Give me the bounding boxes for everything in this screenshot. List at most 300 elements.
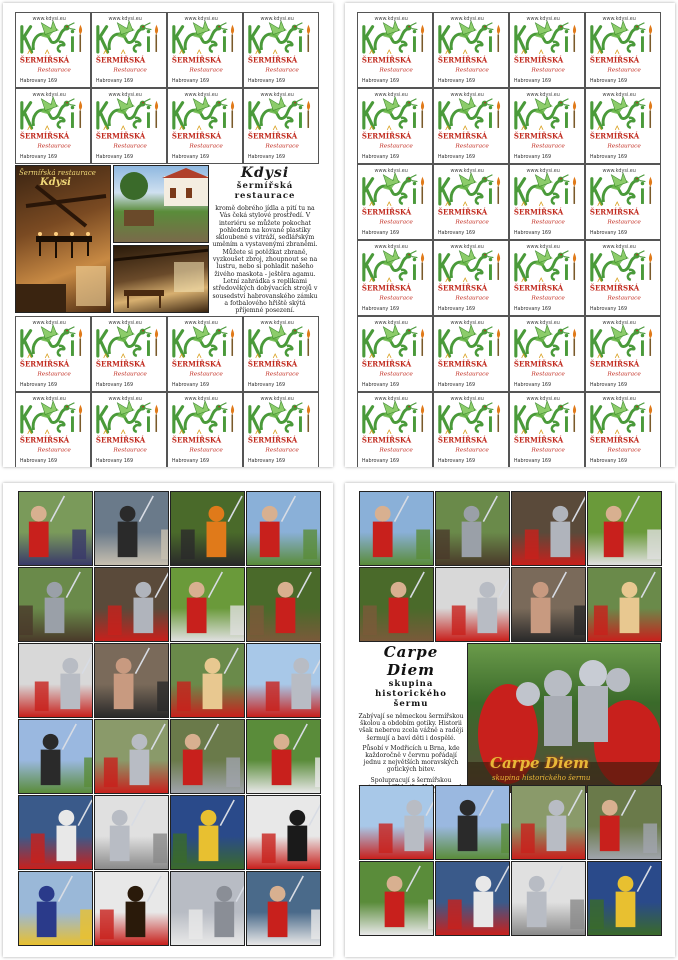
reenactment-photo-8 bbox=[18, 643, 93, 718]
knight-figure-icon bbox=[512, 786, 586, 860]
logo-line2: Restaurace bbox=[531, 447, 565, 454]
logo-line1: ŠERMÍŘSKÁ bbox=[95, 55, 146, 65]
logo-line3: Habrovany 169 bbox=[19, 154, 58, 161]
dragon-logo-icon bbox=[586, 89, 660, 163]
knight-figure-icon bbox=[436, 786, 510, 860]
logo-card-7 bbox=[585, 88, 661, 164]
knight-figure-icon bbox=[247, 644, 321, 718]
logo-url: www.kdysi.eu bbox=[184, 319, 218, 326]
reenactment-photo-12 bbox=[18, 719, 93, 794]
logo-card-3 bbox=[243, 12, 319, 88]
logo-card-2 bbox=[167, 12, 243, 88]
dragon-logo-icon bbox=[358, 165, 432, 239]
reenactment-photo-13 bbox=[511, 785, 586, 860]
knight-figure-icon bbox=[171, 796, 245, 870]
logo-line2: Restaurace bbox=[113, 371, 147, 378]
logo-card-3 bbox=[585, 12, 661, 88]
logo-card-14 bbox=[509, 240, 585, 316]
logo-line2: Restaurace bbox=[455, 219, 489, 226]
kdysi-title: Kdysi bbox=[240, 165, 290, 181]
dragon-logo-icon bbox=[244, 393, 318, 467]
logo-line3: Habrovany 169 bbox=[437, 230, 476, 237]
logo-line3: Habrovany 169 bbox=[589, 458, 628, 465]
dragon-logo-icon bbox=[168, 13, 242, 87]
dragon-logo-icon bbox=[586, 241, 660, 315]
logo-line3: Habrovany 169 bbox=[437, 78, 476, 85]
logo-line3: Habrovany 169 bbox=[361, 78, 400, 85]
reenactment-photo-11 bbox=[246, 643, 321, 718]
logo-line3: Habrovany 169 bbox=[171, 458, 210, 465]
dragon-logo-icon bbox=[510, 165, 584, 239]
logo-line1: ŠERMÍŘSKÁ bbox=[19, 55, 70, 65]
logo-line3: Habrovany 169 bbox=[19, 458, 58, 465]
knight-figure-icon bbox=[512, 492, 586, 566]
logo-line1: ŠERMÍŘSKÁ bbox=[171, 359, 222, 369]
dragon-logo-icon bbox=[434, 393, 508, 467]
logo-url: www.kdysi.eu bbox=[374, 167, 408, 174]
logo-line1: ŠERMÍŘSKÁ bbox=[589, 131, 640, 141]
reenactment-photo-5 bbox=[511, 491, 586, 566]
reenactment-photo-16 bbox=[18, 795, 93, 870]
logo-line3: Habrovany 169 bbox=[95, 458, 134, 465]
reenactment-photo-0 bbox=[18, 491, 93, 566]
reenactment-photo-19 bbox=[246, 795, 321, 870]
logo-card-15 bbox=[243, 392, 319, 467]
logo-card-12 bbox=[15, 392, 91, 467]
logo-card-19 bbox=[585, 316, 661, 392]
dragon-logo-icon bbox=[16, 393, 90, 467]
reenactment-photo-2 bbox=[170, 491, 245, 566]
logo-line1: ŠERMÍŘSKÁ bbox=[361, 207, 412, 217]
logo-line2: Restaurace bbox=[189, 67, 223, 74]
logo-card-23 bbox=[585, 392, 661, 467]
logo-line1: ŠERMÍŘSKÁ bbox=[171, 435, 222, 445]
logo-line1: ŠERMÍŘSKÁ bbox=[95, 359, 146, 369]
logo-line1: ŠERMÍŘSKÁ bbox=[437, 55, 488, 65]
dragon-logo-icon bbox=[434, 317, 508, 391]
knight-figure-icon bbox=[19, 492, 93, 566]
logo-line2: Restaurace bbox=[607, 295, 641, 302]
logo-line1: ŠERMÍŘSKÁ bbox=[513, 207, 564, 217]
knight-figure-icon bbox=[512, 862, 586, 936]
logo-line3: Habrovany 169 bbox=[513, 306, 552, 313]
knight-figure-icon bbox=[588, 568, 662, 642]
logo-line1: ŠERMÍŘSKÁ bbox=[437, 359, 488, 369]
logo-line2: Restaurace bbox=[531, 219, 565, 226]
knights-battle-photo bbox=[467, 643, 661, 793]
logo-line2: Restaurace bbox=[265, 371, 299, 378]
logo-line3: Habrovany 169 bbox=[589, 306, 628, 313]
dragon-logo-icon bbox=[586, 13, 660, 87]
garden-photo bbox=[113, 165, 209, 243]
dragon-logo-icon bbox=[16, 317, 90, 391]
reenactment-photo-4 bbox=[18, 567, 93, 642]
reenactment-photo-21 bbox=[94, 871, 169, 946]
logo-line2: Restaurace bbox=[379, 219, 413, 226]
dragon-logo-icon bbox=[586, 165, 660, 239]
logo-card-7 bbox=[243, 88, 319, 164]
logo-card-5 bbox=[433, 88, 509, 164]
logo-card-14 bbox=[167, 392, 243, 467]
carpe-paragraph3: Spolupracují s šermířskou bbox=[370, 776, 452, 784]
logo-card-0 bbox=[15, 12, 91, 88]
reenactment-photo-4 bbox=[435, 491, 510, 566]
logo-line2: Restaurace bbox=[379, 143, 413, 150]
logo-line3: Habrovany 169 bbox=[247, 78, 286, 85]
kdysi-subtitle: šermířská restaurace bbox=[234, 181, 296, 201]
logo-card-18 bbox=[509, 316, 585, 392]
reenactment-photo-15 bbox=[359, 861, 434, 936]
logo-line1: ŠERMÍŘSKÁ bbox=[513, 359, 564, 369]
logo-line2: Restaurace bbox=[607, 143, 641, 150]
reenactment-photo-22 bbox=[170, 871, 245, 946]
knight-figure-icon bbox=[171, 720, 245, 794]
logo-line3: Habrovany 169 bbox=[171, 382, 210, 389]
logo-card-12 bbox=[357, 240, 433, 316]
carpe-title: Carpe Diem bbox=[383, 643, 439, 679]
reenactment-photo-23 bbox=[246, 871, 321, 946]
logo-line3: Habrovany 169 bbox=[437, 458, 476, 465]
reenactment-photo-13 bbox=[94, 719, 169, 794]
logo-card-16 bbox=[357, 316, 433, 392]
carpe-diem-ad bbox=[357, 643, 661, 793]
reenactment-photo-12 bbox=[435, 785, 510, 860]
knight-figure-icon bbox=[247, 872, 321, 946]
knight-figure-icon bbox=[247, 568, 321, 642]
dragon-logo-icon bbox=[92, 13, 166, 87]
logo-line1: ŠERMÍŘSKÁ bbox=[95, 435, 146, 445]
logo-line2: Restaurace bbox=[455, 371, 489, 378]
logo-card-2 bbox=[509, 12, 585, 88]
logo-line3: Habrovany 169 bbox=[589, 230, 628, 237]
dragon-logo-icon bbox=[510, 241, 584, 315]
logo-card-15 bbox=[585, 240, 661, 316]
logo-url: www.kdysi.eu bbox=[108, 15, 142, 22]
logo-line3: Habrovany 169 bbox=[247, 458, 286, 465]
logo-line3: Habrovany 169 bbox=[95, 382, 134, 389]
knight-figure-icon bbox=[436, 568, 510, 642]
logo-url: www.kdysi.eu bbox=[260, 319, 294, 326]
logo-line2: Restaurace bbox=[379, 447, 413, 454]
logo-line2: Restaurace bbox=[455, 143, 489, 150]
logo-url: www.kdysi.eu bbox=[374, 243, 408, 250]
knight-figure-icon bbox=[247, 720, 321, 794]
logo-line1: ŠERMÍŘSKÁ bbox=[513, 435, 564, 445]
reenactment-photo-14 bbox=[587, 785, 662, 860]
dragon-logo-icon bbox=[244, 13, 318, 87]
logo-line2: Restaurace bbox=[113, 447, 147, 454]
logo-card-6 bbox=[167, 88, 243, 164]
logo-url: www.kdysi.eu bbox=[602, 319, 636, 326]
logo-card-13 bbox=[91, 392, 167, 467]
logo-line3: Habrovany 169 bbox=[513, 154, 552, 161]
logo-line2: Restaurace bbox=[113, 143, 147, 150]
logo-url: www.kdysi.eu bbox=[374, 91, 408, 98]
reenactment-photo-18 bbox=[170, 795, 245, 870]
logo-line2: Restaurace bbox=[37, 143, 71, 150]
photo-title: Carpe Diem bbox=[490, 754, 589, 772]
kdysi-paragraph3: Letní zahrádka s replikami středověkých dobývacích strojů v sousedství habrovanského zámku a fotbalového hřiště skýtá příjemné posezení. bbox=[212, 277, 318, 315]
dragon-logo-icon bbox=[510, 393, 584, 467]
reenactment-photo-7 bbox=[359, 567, 434, 642]
knight-figure-icon bbox=[588, 862, 662, 936]
logo-line1: ŠERMÍŘSKÁ bbox=[361, 55, 412, 65]
logo-line1: ŠERMÍŘSKÁ bbox=[437, 131, 488, 141]
logo-url: www.kdysi.eu bbox=[108, 395, 142, 402]
logo-url: www.kdysi.eu bbox=[260, 91, 294, 98]
knight-figure-icon bbox=[247, 796, 321, 870]
knight-figure-icon bbox=[171, 644, 245, 718]
photo-caption-line1: Šermířská restaurace bbox=[19, 169, 96, 177]
logo-line1: ŠERMÍŘSKÁ bbox=[437, 283, 488, 293]
knight-figure-icon bbox=[19, 568, 93, 642]
logo-line2: Restaurace bbox=[379, 371, 413, 378]
logo-line3: Habrovany 169 bbox=[589, 382, 628, 389]
logo-line1: ŠERMÍŘSKÁ bbox=[247, 359, 298, 369]
knight-figure-icon bbox=[95, 568, 169, 642]
reenactment-photo-3 bbox=[359, 491, 434, 566]
logo-card-8 bbox=[357, 164, 433, 240]
dragon-logo-icon bbox=[16, 13, 90, 87]
logo-line3: Habrovany 169 bbox=[513, 78, 552, 85]
logo-line1: ŠERMÍŘSKÁ bbox=[95, 131, 146, 141]
logo-line1: ŠERMÍŘSKÁ bbox=[361, 359, 412, 369]
logo-card-1 bbox=[91, 12, 167, 88]
carpe-subtitle: skupina historického šermu bbox=[375, 679, 447, 709]
reenactment-photo-3 bbox=[246, 491, 321, 566]
logo-line3: Habrovany 169 bbox=[589, 78, 628, 85]
reenactment-photo-11 bbox=[359, 785, 434, 860]
logo-url: www.kdysi.eu bbox=[602, 91, 636, 98]
logo-line1: ŠERMÍŘSKÁ bbox=[589, 207, 640, 217]
logo-card-9 bbox=[433, 164, 509, 240]
dragon-logo-icon bbox=[358, 241, 432, 315]
dragon-logo-icon bbox=[510, 13, 584, 87]
carpe-paragraph1: Zabývají se německou šermířskou školou a obdobím gotiky. Historii však neberou zcela vážně a raději šermují a baví děti i dospělé. bbox=[358, 713, 464, 742]
dragon-logo-icon bbox=[586, 317, 660, 391]
reenactment-photo-6 bbox=[587, 491, 662, 566]
reenactment-photo-6 bbox=[170, 567, 245, 642]
logo-line3: Habrovany 169 bbox=[513, 230, 552, 237]
knight-figure-icon bbox=[588, 492, 662, 566]
logo-url: www.kdysi.eu bbox=[374, 15, 408, 22]
logo-url: www.kdysi.eu bbox=[450, 243, 484, 250]
dragon-logo-icon bbox=[168, 89, 242, 163]
logo-line2: Restaurace bbox=[455, 67, 489, 74]
dragon-logo-icon bbox=[358, 393, 432, 467]
reenactment-photo-7 bbox=[246, 567, 321, 642]
logo-url: www.kdysi.eu bbox=[602, 395, 636, 402]
logo-line1: ŠERMÍŘSKÁ bbox=[361, 131, 412, 141]
logo-url: www.kdysi.eu bbox=[526, 395, 560, 402]
logo-line2: Restaurace bbox=[531, 143, 565, 150]
logo-card-0 bbox=[357, 12, 433, 88]
logo-line1: ŠERMÍŘSKÁ bbox=[247, 55, 298, 65]
logo-url: www.kdysi.eu bbox=[526, 319, 560, 326]
logo-card-9 bbox=[91, 316, 167, 392]
logo-url: www.kdysi.eu bbox=[602, 243, 636, 250]
logo-line2: Restaurace bbox=[265, 143, 299, 150]
logo-url: www.kdysi.eu bbox=[450, 15, 484, 22]
logo-url: www.kdysi.eu bbox=[450, 91, 484, 98]
knight-figure-icon bbox=[95, 644, 169, 718]
knight-figure-icon bbox=[360, 568, 434, 642]
logo-line1: ŠERMÍŘSKÁ bbox=[437, 207, 488, 217]
logo-line2: Restaurace bbox=[37, 67, 71, 74]
knight-figure-icon bbox=[171, 492, 245, 566]
knight-figure-icon bbox=[95, 492, 169, 566]
logo-line1: ŠERMÍŘSKÁ bbox=[437, 435, 488, 445]
logo-card-1 bbox=[433, 12, 509, 88]
knight-figure-icon bbox=[247, 492, 321, 566]
logo-url: www.kdysi.eu bbox=[450, 395, 484, 402]
kdysi-paragraph2: Můžete si potěžkat zbraně, vyzkoušet zbroj, zhoupnout se na lustru, nebo si pohladit našeho živého maskota - ještěra agamu. bbox=[212, 248, 318, 278]
logo-line1: ŠERMÍŘSKÁ bbox=[513, 283, 564, 293]
knight-figure-icon bbox=[19, 872, 93, 946]
page-kdysi-logo-sheet bbox=[345, 3, 675, 467]
logo-line2: Restaurace bbox=[379, 67, 413, 74]
dragon-logo-icon bbox=[244, 317, 318, 391]
logo-card-4 bbox=[357, 88, 433, 164]
dragon-logo-icon bbox=[168, 317, 242, 391]
logo-line2: Restaurace bbox=[189, 371, 223, 378]
logo-line2: Restaurace bbox=[607, 447, 641, 454]
dragon-logo-icon bbox=[168, 393, 242, 467]
logo-line3: Habrovany 169 bbox=[171, 154, 210, 161]
logo-url: www.kdysi.eu bbox=[602, 167, 636, 174]
knight-figure-icon bbox=[95, 872, 169, 946]
logo-line3: Habrovany 169 bbox=[171, 78, 210, 85]
reenactment-photo-14 bbox=[170, 719, 245, 794]
logo-url: www.kdysi.eu bbox=[450, 167, 484, 174]
logo-line1: ŠERMÍŘSKÁ bbox=[589, 55, 640, 65]
reenactment-photo-10 bbox=[587, 567, 662, 642]
knight-figure-icon bbox=[360, 786, 434, 860]
knight-figure-icon bbox=[588, 786, 662, 860]
logo-line1: ŠERMÍŘSKÁ bbox=[513, 131, 564, 141]
logo-line3: Habrovany 169 bbox=[437, 382, 476, 389]
logo-line2: Restaurace bbox=[531, 371, 565, 378]
logo-line1: ŠERMÍŘSKÁ bbox=[19, 435, 70, 445]
logo-line2: Restaurace bbox=[189, 143, 223, 150]
logo-url: www.kdysi.eu bbox=[32, 395, 66, 402]
logo-line2: Restaurace bbox=[455, 447, 489, 454]
logo-url: www.kdysi.eu bbox=[32, 15, 66, 22]
logo-line2: Restaurace bbox=[531, 67, 565, 74]
logo-line3: Habrovany 169 bbox=[95, 78, 134, 85]
logo-line2: Restaurace bbox=[189, 447, 223, 454]
dragon-logo-icon bbox=[434, 89, 508, 163]
logo-line2: Restaurace bbox=[607, 371, 641, 378]
logo-card-4 bbox=[15, 88, 91, 164]
logo-url: www.kdysi.eu bbox=[108, 319, 142, 326]
logo-line3: Habrovany 169 bbox=[513, 382, 552, 389]
dragon-logo-icon bbox=[358, 13, 432, 87]
logo-line1: ŠERMÍŘSKÁ bbox=[589, 359, 640, 369]
logo-line3: Habrovany 169 bbox=[513, 458, 552, 465]
logo-line3: Habrovany 169 bbox=[361, 458, 400, 465]
logo-line3: Habrovany 169 bbox=[361, 382, 400, 389]
logo-line1: ŠERMÍŘSKÁ bbox=[171, 131, 222, 141]
knight-figure-icon bbox=[512, 568, 586, 642]
logo-url: www.kdysi.eu bbox=[184, 15, 218, 22]
logo-line2: Restaurace bbox=[379, 295, 413, 302]
reenactment-photo-17 bbox=[511, 861, 586, 936]
logo-line3: Habrovany 169 bbox=[19, 78, 58, 85]
logo-line3: Habrovany 169 bbox=[361, 306, 400, 313]
logo-line2: Restaurace bbox=[455, 295, 489, 302]
logo-card-22 bbox=[509, 392, 585, 467]
dragon-logo-icon bbox=[358, 89, 432, 163]
logo-line2: Restaurace bbox=[607, 67, 641, 74]
logo-card-11 bbox=[585, 164, 661, 240]
reenactment-photo-17 bbox=[94, 795, 169, 870]
photo-caption-line2: Kdysi bbox=[40, 177, 71, 188]
logo-url: www.kdysi.eu bbox=[260, 395, 294, 402]
logo-line1: ŠERMÍŘSKÁ bbox=[513, 55, 564, 65]
logo-card-10 bbox=[509, 164, 585, 240]
logo-card-10 bbox=[167, 316, 243, 392]
logo-card-8 bbox=[15, 316, 91, 392]
logo-card-5 bbox=[91, 88, 167, 164]
dragon-logo-icon bbox=[92, 393, 166, 467]
logo-url: www.kdysi.eu bbox=[526, 91, 560, 98]
logo-line2: Restaurace bbox=[607, 219, 641, 226]
knight-figure-icon bbox=[360, 862, 434, 936]
knight-figure-icon bbox=[95, 720, 169, 794]
logo-card-20 bbox=[357, 392, 433, 467]
reenactment-photo-16 bbox=[435, 861, 510, 936]
reenactment-photo-9 bbox=[94, 643, 169, 718]
logo-card-17 bbox=[433, 316, 509, 392]
knight-figure-icon bbox=[19, 644, 93, 718]
knight-figure-icon bbox=[360, 492, 434, 566]
logo-card-21 bbox=[433, 392, 509, 467]
logo-line2: Restaurace bbox=[37, 371, 71, 378]
logo-line3: Habrovany 169 bbox=[361, 230, 400, 237]
chandelier-icon bbox=[16, 166, 111, 313]
reenactment-photo-9 bbox=[511, 567, 586, 642]
knight-figure-icon bbox=[19, 720, 93, 794]
dragon-logo-icon bbox=[92, 89, 166, 163]
garden-scene-icon bbox=[114, 166, 209, 243]
logo-line1: ŠERMÍŘSKÁ bbox=[171, 55, 222, 65]
dining-room-photo bbox=[113, 245, 209, 313]
logo-card-13 bbox=[433, 240, 509, 316]
logo-line1: ŠERMÍŘSKÁ bbox=[361, 435, 412, 445]
logo-url: www.kdysi.eu bbox=[602, 15, 636, 22]
logo-line3: Habrovany 169 bbox=[95, 154, 134, 161]
logo-line3: Habrovany 169 bbox=[361, 154, 400, 161]
dragon-logo-icon bbox=[434, 165, 508, 239]
dragon-logo-icon bbox=[358, 317, 432, 391]
logo-url: www.kdysi.eu bbox=[526, 15, 560, 22]
reenactment-photo-5 bbox=[94, 567, 169, 642]
logo-url: www.kdysi.eu bbox=[526, 243, 560, 250]
logo-url: www.kdysi.eu bbox=[32, 91, 66, 98]
knight-figure-icon bbox=[436, 862, 510, 936]
reenactment-photo-10 bbox=[170, 643, 245, 718]
dragon-logo-icon bbox=[244, 89, 318, 163]
knight-figure-icon bbox=[171, 568, 245, 642]
logo-card-6 bbox=[509, 88, 585, 164]
logo-line3: Habrovany 169 bbox=[19, 382, 58, 389]
logo-url: www.kdysi.eu bbox=[260, 15, 294, 22]
reenactment-photo-15 bbox=[246, 719, 321, 794]
dragon-logo-icon bbox=[586, 393, 660, 467]
logo-line2: Restaurace bbox=[37, 447, 71, 454]
kdysi-ad bbox=[15, 165, 319, 315]
